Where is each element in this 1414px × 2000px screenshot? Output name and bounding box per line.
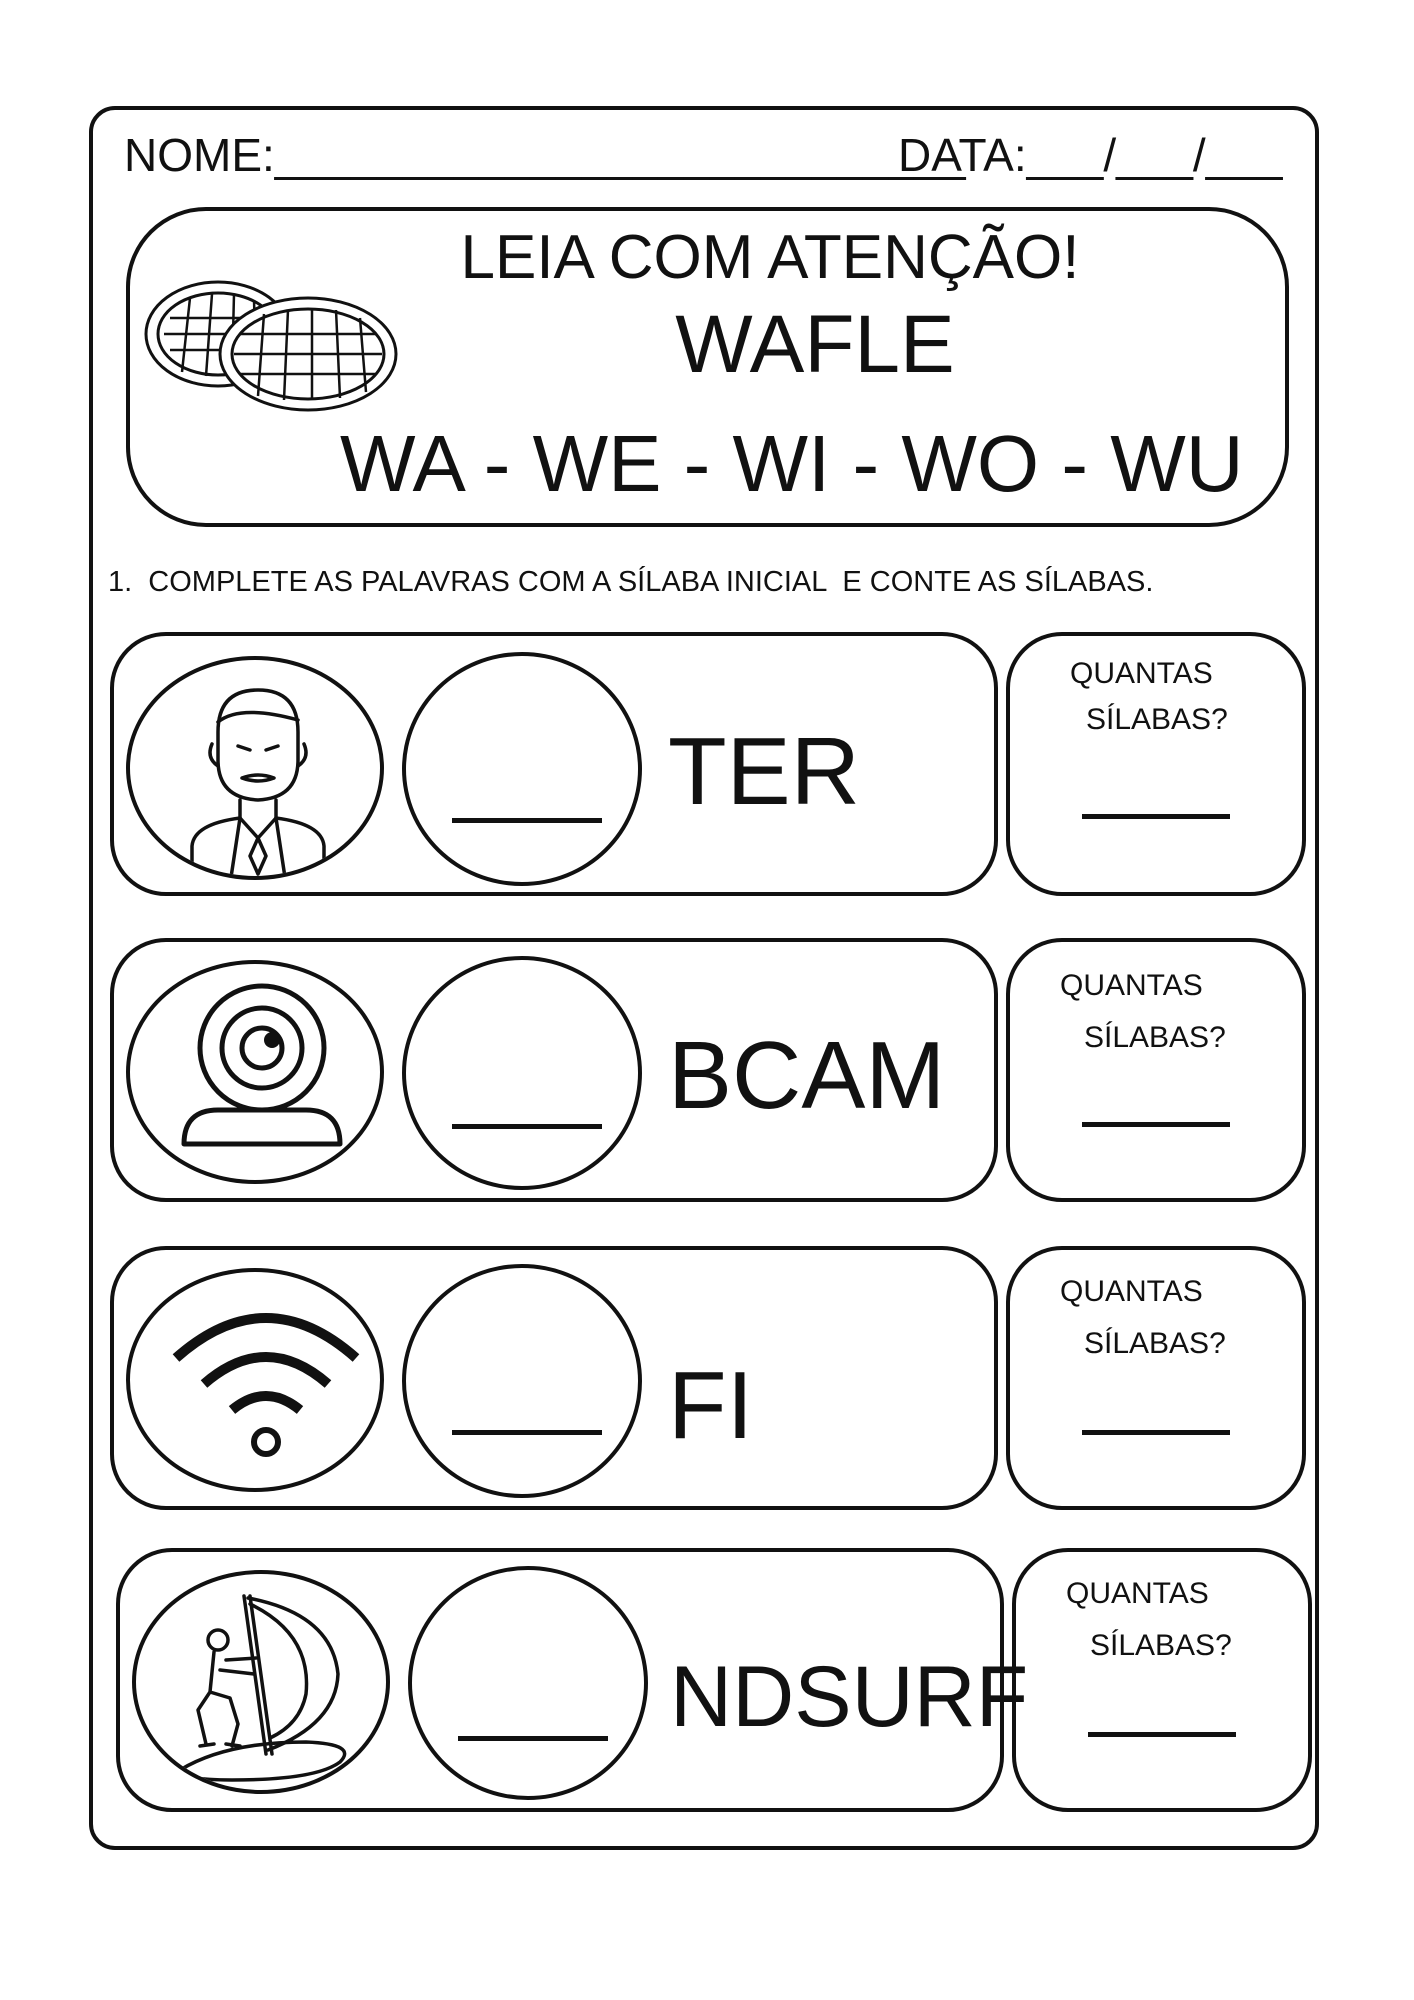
count-blank[interactable] bbox=[1082, 1122, 1230, 1127]
syllable-blank[interactable] bbox=[458, 1736, 608, 1741]
count-blank[interactable] bbox=[1082, 814, 1230, 819]
question-line1: QUANTAS bbox=[1060, 1275, 1203, 1308]
question-line2: SÍLABAS? bbox=[1086, 703, 1228, 736]
picture-oval bbox=[132, 1570, 390, 1794]
webcam-icon bbox=[130, 964, 384, 1184]
instruction-text: 1. COMPLETE AS PALAVRAS COM A SÍLABA INICIAL E CONTE AS SÍLABAS. bbox=[108, 566, 1154, 598]
question-line1: QUANTAS bbox=[1066, 1577, 1209, 1610]
syllable-blank[interactable] bbox=[452, 818, 602, 823]
question-line1: QUANTAS bbox=[1070, 657, 1213, 690]
picture-oval bbox=[126, 1268, 384, 1492]
banner-syllables: WA - WE - WI - WO - WU bbox=[340, 419, 1244, 508]
count-blank[interactable] bbox=[1088, 1732, 1236, 1737]
windsurf-icon bbox=[136, 1574, 390, 1794]
question-line1: QUANTAS bbox=[1060, 969, 1203, 1002]
question-line2: SÍLABAS? bbox=[1090, 1629, 1232, 1662]
waiter-icon bbox=[130, 660, 384, 880]
word-suffix: TER bbox=[668, 718, 860, 825]
word-suffix: FI bbox=[668, 1352, 754, 1459]
word-suffix: NDSURF bbox=[670, 1649, 1029, 1745]
wifi-icon bbox=[130, 1272, 384, 1492]
question-line2: SÍLABAS? bbox=[1084, 1021, 1226, 1054]
name-field-label[interactable]: NOME:___________________________ bbox=[124, 129, 966, 181]
answer-oval[interactable] bbox=[402, 652, 642, 886]
word-suffix: BCAM bbox=[668, 1022, 946, 1129]
count-blank[interactable] bbox=[1082, 1430, 1230, 1435]
syllable-blank[interactable] bbox=[452, 1430, 602, 1435]
date-field-label[interactable]: DATA:___/___/___ bbox=[898, 129, 1283, 181]
syllable-blank[interactable] bbox=[452, 1124, 602, 1129]
banner-title: LEIA COM ATENÇÃO! bbox=[460, 223, 1080, 292]
banner-word: WAFLE bbox=[675, 299, 955, 390]
picture-oval bbox=[126, 656, 384, 880]
question-line2: SÍLABAS? bbox=[1084, 1327, 1226, 1360]
picture-oval bbox=[126, 960, 384, 1184]
answer-oval[interactable] bbox=[402, 956, 642, 1190]
waffle-icon bbox=[140, 268, 402, 418]
answer-oval[interactable] bbox=[408, 1566, 648, 1800]
answer-oval[interactable] bbox=[402, 1264, 642, 1498]
